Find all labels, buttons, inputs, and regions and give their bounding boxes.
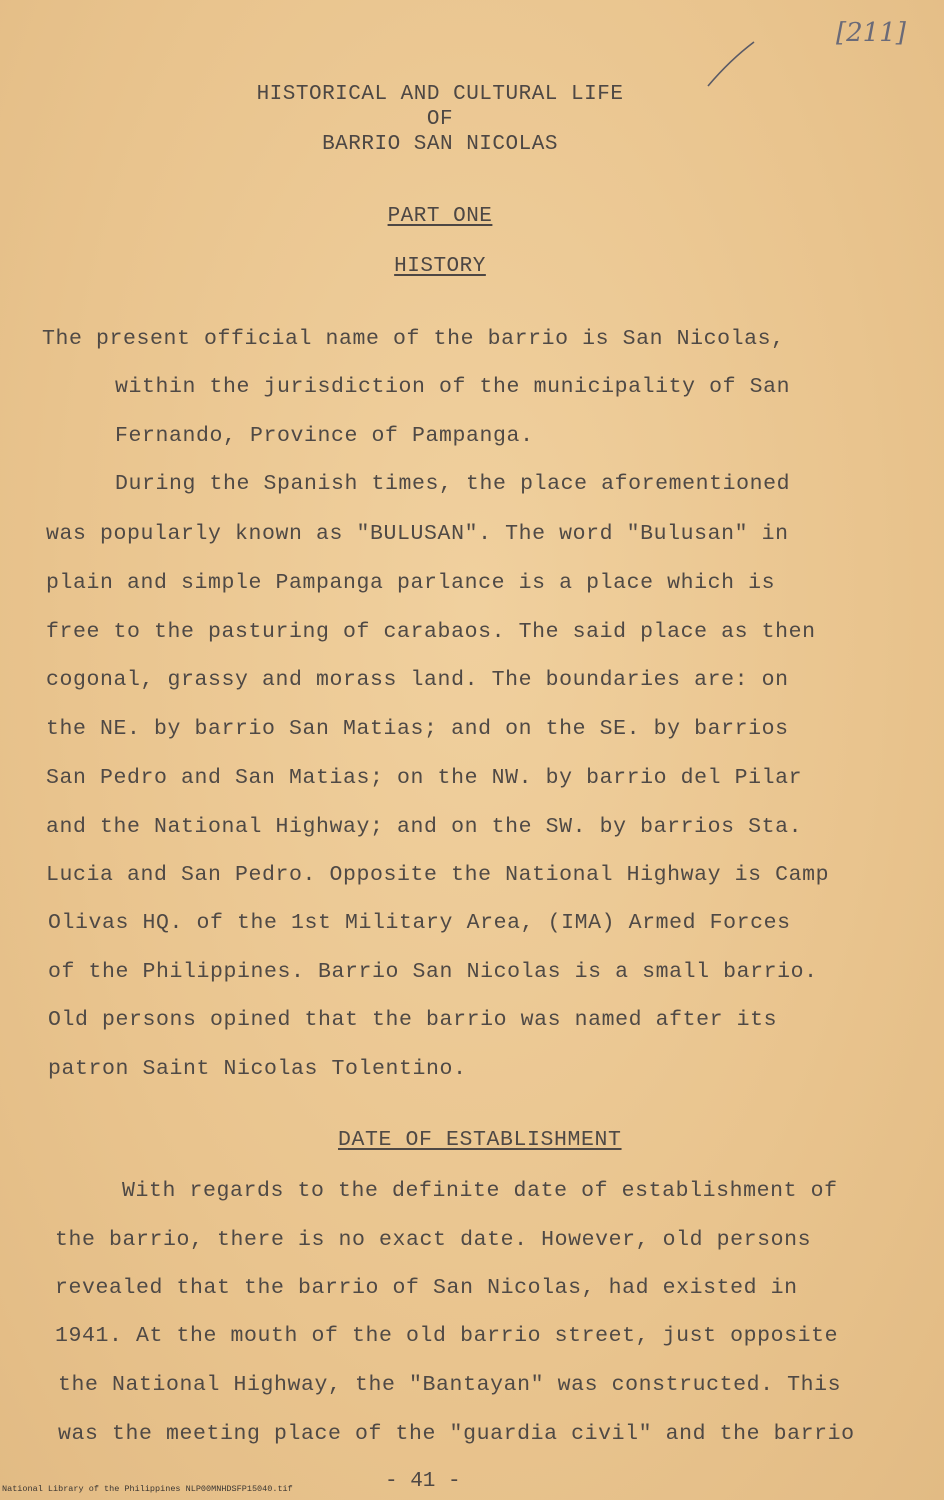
body-line: revealed that the barrio of San Nicolas, had existed in <box>55 1276 798 1300</box>
body-line: During the Spanish times, the place aforementioned <box>115 472 791 496</box>
body-line: The present official name of the barrio is San Nicolas, <box>42 327 785 351</box>
body-line: within the jurisdiction of the municipality of San <box>115 375 791 399</box>
body-line: the barrio, there is no exact date. However, old persons <box>55 1228 812 1252</box>
body-line: the National Highway, the "Bantayan" was constructed. This <box>58 1373 842 1397</box>
body-line: free to the pasturing of carabaos. The said place as then <box>46 620 816 644</box>
part-heading: PART ONE <box>387 205 493 228</box>
section-heading: HISTORY <box>394 255 486 278</box>
page-number: - 41 - <box>385 1470 461 1493</box>
subheading-date-of-establishment: DATE OF ESTABLISHMENT <box>338 1128 622 1152</box>
body-line: the NE. by barrio San Matias; and on the SE. by barrios <box>46 717 789 741</box>
body-line: and the National Highway; and on the SW. by barrios Sta. <box>46 815 803 839</box>
body-line: patron Saint Nicolas Tolentino. <box>48 1057 467 1081</box>
body-line: 1941. At the mouth of the old barrio street, just opposite <box>55 1324 839 1348</box>
body-line: plain and simple Pampanga parlance is a place which is <box>46 571 776 595</box>
body-line: San Pedro and San Matias; on the NW. by barrio del Pilar <box>46 766 803 790</box>
body-line: was popularly known as "BULUSAN". The word "Bulusan" in <box>46 522 789 546</box>
body-line: Old persons opined that the barrio was named after its <box>48 1008 778 1032</box>
body-line: Fernando, Province of Pampanga. <box>115 424 534 448</box>
archive-footer: National Library of the Philippines NLP00MNHDSFP15040.tif <box>2 1484 293 1494</box>
title-line-1: HISTORICAL AND CULTURAL LIFE <box>256 83 624 106</box>
title-line-3: BARRIO SAN NICOLAS <box>322 133 558 156</box>
body-line: With regards to the definite date of establishment of <box>122 1179 838 1203</box>
handwritten-page-annotation: [211] <box>836 18 906 48</box>
body-line: Olivas HQ. of the 1st Military Area, (IMA) Armed Forces <box>48 911 791 935</box>
title-line-2: OF <box>426 108 454 131</box>
body-line: cogonal, grassy and morass land. The boundaries are: on <box>46 668 789 692</box>
body-line: was the meeting place of the "guardia civil" and the barrio <box>58 1422 855 1446</box>
body-line: of the Philippines. Barrio San Nicolas is a small barrio. <box>48 960 818 984</box>
body-line: Lucia and San Pedro. Opposite the National Highway is Camp <box>46 863 830 887</box>
